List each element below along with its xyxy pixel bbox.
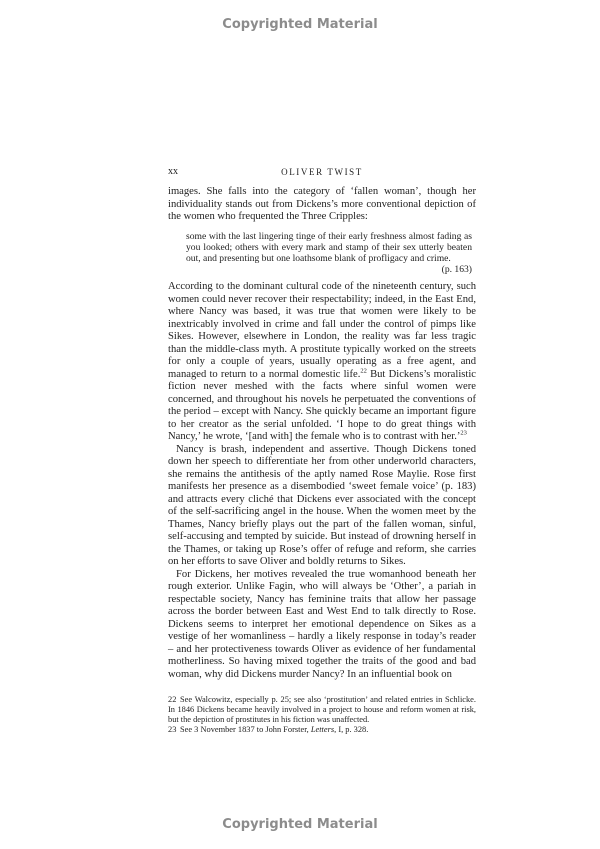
- footnote-text-pre: See 3 November 1837 to John Forster,: [180, 725, 311, 735]
- footnote-ref-23[interactable]: 23: [460, 429, 467, 437]
- footnote-number: 23: [168, 725, 177, 735]
- page-number: xx: [168, 166, 178, 177]
- footnote-23: [168, 725, 476, 735]
- footnotes: [168, 695, 476, 735]
- footnote-number: 22: [168, 695, 177, 705]
- paragraph-1: images. She falls into the category of ‘fallen woman’, though her individuality stands out from Dickens’s more conventional depiction of the women who frequented the Three Cripples:: [168, 186, 476, 222]
- watermark-bottom: Copyrighted Material: [222, 817, 378, 832]
- watermark-top: Copyrighted Material: [222, 17, 378, 32]
- book-page: [168, 166, 476, 735]
- paragraph-2-part-a: According to the dominant cultural code of the nineteenth century, such women could never recover their respectability; indeed, in the East End, where Nancy was based, it was true that women were likely to be inextricably involved in crime and fall under the control of pimps like Sikes. However, elsewhere in London, the reality was far less tragic than the middle-class myth. A prostitute typically worked on the streets for only a couple of years, usually operating as a free agent, and managed to return to a normal domestic life.: [168, 281, 476, 380]
- quote-reference: (p. 163): [441, 264, 472, 276]
- footnote-text-italic: Letters: [310, 725, 335, 735]
- footnote-text: See Walcowitz, especially p. 25; see also ‘prostitution’ and related entries in Schlicke. In 1846 Dickens became heavily involved in a project to house and reform women at risk, but the depiction of prostitutes in his fiction was unaffected.: [168, 695, 476, 725]
- footnote-ref-22[interactable]: 22: [360, 367, 367, 375]
- paragraph-3: Nancy is brash, independent and assertive. Though Dickens toned down her speech to differentiate her from other underworld characters, she remains the antithesis of the aptly named Rose Maylie. Rose first manifests her presence as a disembodied ‘sweet female voice’ (p. 183) and attracts every cliché that Dickens ever associated with the concept of the self-sacrificing angel in the house. When the women meet by the Thames, Nancy briefly plays out the part of the fallen woman, sinful, self-accusing and tempted by suicide. But instead of drowning herself in the Thames, or taking up Rose’s offer of refuge and reform, she carries on her efforts to save Oliver and boldly returns to Sikes.: [168, 443, 476, 568]
- paragraph-2: [168, 281, 476, 444]
- running-head: [168, 166, 476, 180]
- running-title: OLIVER TWIST: [281, 167, 363, 177]
- paragraph-2-part-b: But Dickens’s moralistic fiction never meshed with the facts where sinful women were concerned, and throughout his novels he perpetuated the conventions of the period – except with Nancy. She quickly became an important figure to her creator as the serial unfolded. ‘I hope to do great things with Nancy,’ he wrote, ‘[and with] the female who is to contrast with her.’: [168, 368, 476, 443]
- quote-text: some with the last lingering tinge of their early freshness almost fading as you looked; others with every mark and stamp of their sex utterly beaten out, and presenting but one loathsome blank of profligacy and crime.: [186, 230, 472, 264]
- footnote-text-post: , I, p. 328.: [334, 725, 369, 735]
- paragraph-4: For Dickens, her motives revealed the true womanhood beneath her rough exterior. Unlike Fagin, who will always be ‘Other’, a pariah in respectable society, Nancy has feminine traits that allow her passage across the border between East and West End to talk directly to Rose. Dickens seems to interpret her emotional dependence on Sikes as a vestige of her womanliness – hardly a likely response in today’s reader – and her protectiveness towards Oliver as evidence of her fundamental motherliness. So having mixed together the traits of the good and bad woman, why did Dickens murder Nancy? In an influential book on: [168, 568, 476, 680]
- footnote-22: [168, 695, 476, 725]
- block-quote: [186, 231, 472, 276]
